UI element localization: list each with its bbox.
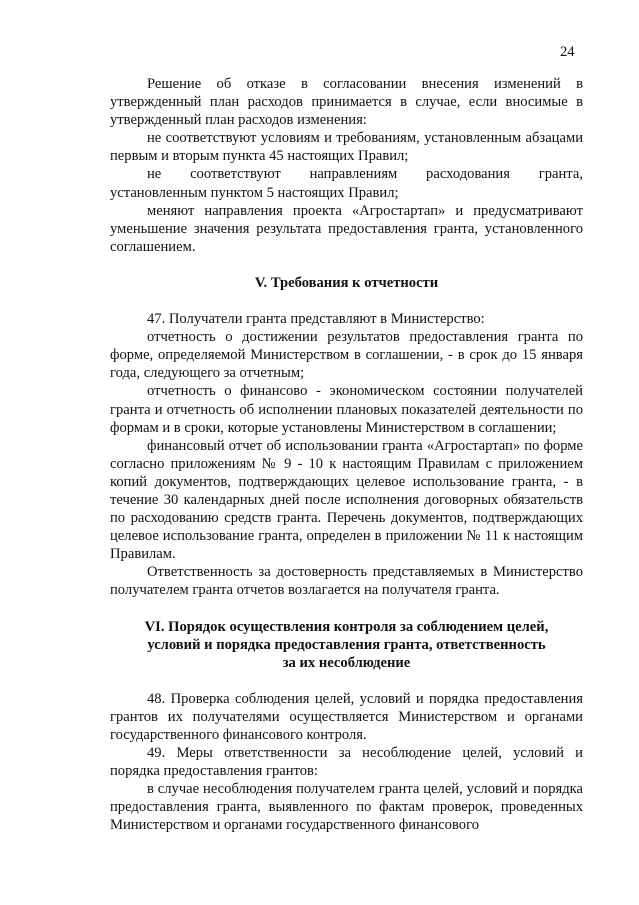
page-number: 24 [560, 44, 575, 60]
paragraph: отчетность о достижении результатов предоставления гранта по форме, определяемой Министерством в соглашении, - в срок до 15 января года, следующего за отчетным; [110, 329, 583, 382]
paragraph: 47. Получатели гранта представляют в Министерство: [147, 311, 485, 328]
section-6-heading-line: за их несоблюдение [282, 654, 411, 671]
section-5-heading: V. Требования к отчетности [254, 274, 439, 291]
document-body [110, 75, 583, 835]
paragraph: финансовый отчет об использовании гранта «Агростартап» по форме согласно приложениям № 9 - 10 к настоящим Правилам с приложением копий документов, подтверждающих целевое использование гранта, - в течение 30 календарных дней после исполнения договорных обязательств по расходованию средств гранта. Перечень документов, подтверждающих целевое использование гранта, определен в приложении № 11 к настоящим Правилам. [110, 437, 583, 563]
section-6-heading-line: VI. Порядок осуществления контроля за соблюдением целей, [144, 618, 549, 635]
section-6-heading-line: условий и порядка предоставления гранта, ответственность [147, 636, 546, 653]
paragraph: не соответствуют условиям и требованиям, установленным абзацами первым и вторым пункта 45 настоящих Правил; [110, 130, 583, 165]
paragraph: 49. Меры ответственности за несоблюдение целей, условий и порядка предоставления грантов: [110, 745, 583, 780]
section-6-heading [110, 618, 583, 672]
paragraph: 48. Проверка соблюдения целей, условий и порядка предоставления грантов их получателями осуществляется Министерством и органами государственного финансового контроля. [110, 690, 583, 743]
paragraph: Ответственность за достоверность представляемых в Министерство получателем гранта отчетов возлагается на получателя гранта. [110, 564, 583, 599]
paragraph: Решение об отказе в согласовании внесения изменений в утвержденный план расходов принимается в случае, если вносимые в утвержденный план расходов изменения: [110, 76, 583, 129]
paragraph: отчетность о финансово - экономическом состоянии получателей гранта и отчетность об исполнении плановых показателей деятельности по формам и в сроки, которые установлены Министерством в соглашении; [110, 383, 583, 436]
paragraph: в случае несоблюдения получателем гранта целей, условий и порядка предоставления гранта, выявленного по фактам проверок, проведенных Министерством и органами государственного финансового [110, 781, 583, 834]
paragraph: меняют направления проекта «Агростартап» и предусматривают уменьшение значения результата предоставления гранта, установленного соглашением. [110, 202, 583, 255]
paragraph: не соответствуют направлениям расходования гранта, установленным пунктом 5 настоящих Правил; [110, 166, 583, 201]
